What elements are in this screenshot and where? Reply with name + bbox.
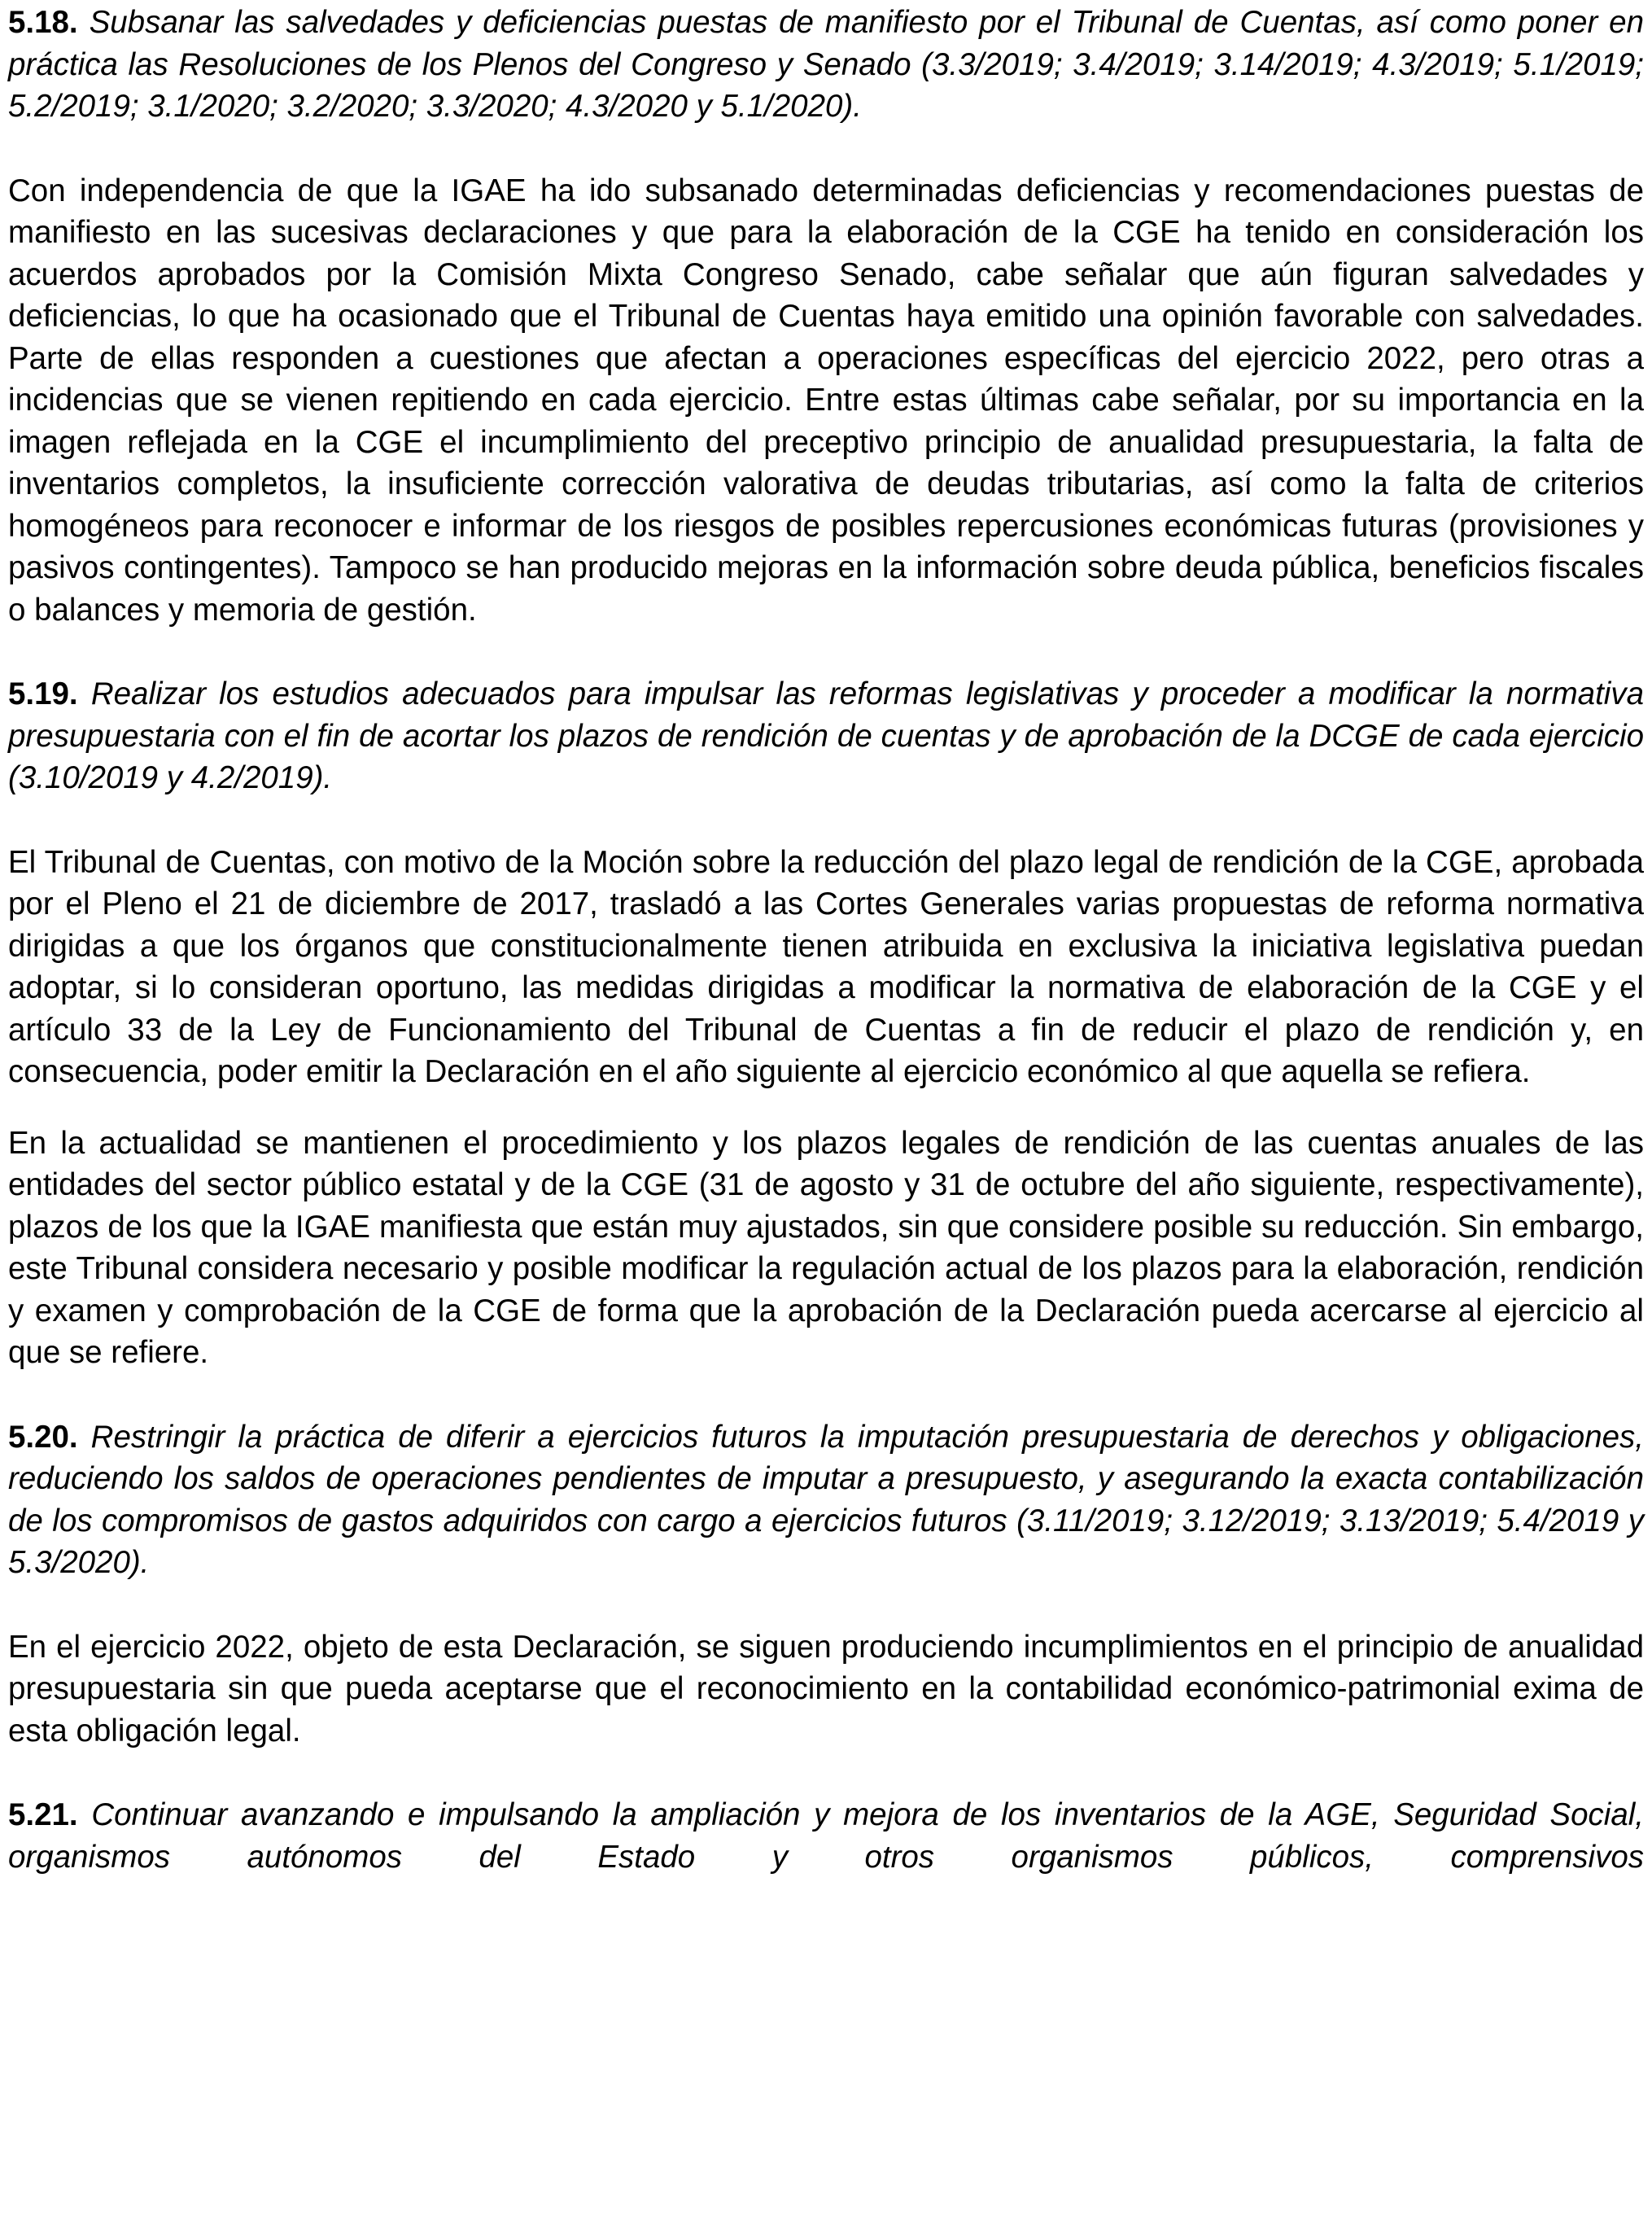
recommendation-5-18 bbox=[8, 2, 1644, 128]
recommendation-5-19 bbox=[8, 673, 1644, 799]
body-paragraph: En la actualidad se mantienen el procedimiento y los plazos legales de rendición de las cuentas anuales de las entidades del sector público estatal y de la CGE (31 de agosto y 31 de octubre del año siguiente, respectivamente), plazos de los que la IGAE manifiesta que están muy ajustados, sin que considere posible su reducción. Sin embargo, este Tribunal considera necesario y posible modificar la regulación actual de los plazos para la elaboración, rendición y examen y comprobación de la CGE de forma que la aprobación de la Declaración pueda acercarse al ejercicio al que se refiere. bbox=[8, 1125, 1644, 1370]
recommendation-5-20 bbox=[8, 1416, 1644, 1584]
body-paragraph: Con independencia de que la IGAE ha ido subsanado determinadas deficiencias y recomendaciones puestas de manifiesto en las sucesivas declaraciones y que para la elaboración de la CGE ha tenido en consideración los acuerdos aprobados por la Comisión Mixta Congreso Senado, cabe señalar que aún figuran salvedades y deficiencias, lo que ha ocasionado que el Tribunal de Cuentas haya emitido una opinión favorable con salvedades. Parte de ellas responden a cuestiones que afectan a operaciones específicas del ejercicio 2022, pero otras a incidencias que se vienen repitiendo en cada ejercicio. Entre estas últimas cabe señalar, por su importancia en la imagen reflejada en la CGE el incumplimiento del preceptivo principio de anualidad presupuestaria, la falta de inventarios completos, la insuficiente corrección valorativa de deudas tributarias, así como la falta de criterios homogéneos para reconocer e informar de los riesgos de posibles repercusiones económicas futuras (provisiones y pasivos contingentes). Tampoco se han producido mejoras en la información sobre deuda pública, beneficios fiscales o balances y memoria de gestión. bbox=[8, 173, 1644, 628]
recommendation-text: Restringir la práctica de diferir a ejercicios futuros la imputación presupuestaria de derechos y obligaciones, reduciendo los saldos de operaciones pendientes de imputar a presupuesto, y asegurando la exacta contabilización de los compromisos de gastos adquiridos con cargo a ejercicios futuros (3.11/2019; 3.12/2019; 3.13/2019; 5.4/2019 y 5.3/2020). bbox=[8, 1419, 1644, 1580]
recommendation-text: Subsanar las salvedades y deficiencias puestas de manifiesto por el Tribunal de Cuentas, así como poner en práctica las Resoluciones de los Plenos del Congreso y Senado (3.3/2019; 3.4/2019; 3.14/2019; 4.3/2019; 5.1/2019; 5.2/2019; 3.1/2020; 3.2/2020; 3.3/2020; 4.3/2020 y 5.1/2020). bbox=[8, 5, 1644, 124]
recommendation-number: 5.21. bbox=[8, 1797, 78, 1832]
recommendation-text: Realizar los estudios adecuados para impulsar las reformas legislativas y proceder a modificar la normativa presupuestaria con el fin de acortar los plazos de rendición de cuentas y de aprobación de la DCGE de cada ejercicio (3.10/2019 y 4.2/2019). bbox=[8, 676, 1644, 795]
body-paragraph: En el ejercicio 2022, objeto de esta Declaración, se siguen produciendo incumplimientos en el principio de anualidad presupuestaria sin que pueda aceptarse que el reconocimiento en la contabilidad económico-patrimonial exima de esta obligación legal. bbox=[8, 1629, 1644, 1748]
document-page bbox=[8, 2, 1644, 1878]
recommendation-number: 5.18. bbox=[8, 5, 78, 40]
recommendation-number: 5.20. bbox=[8, 1419, 78, 1455]
recommendation-5-21 bbox=[8, 1794, 1644, 1878]
recommendation-text: Continuar avanzando e impulsando la ampliación y mejora de los inventarios de la AGE, Seguridad Social, organismos autónomos del Estado y otros organismos públicos, comprensivos bbox=[8, 1797, 1644, 1875]
body-paragraph: El Tribunal de Cuentas, con motivo de la Moción sobre la reducción del plazo legal de rendición de la CGE, aprobada por el Pleno el 21 de diciembre de 2017, trasladó a las Cortes Generales varias propuestas de reforma normativa dirigidas a que los órganos que constitucionalmente tienen atribuida en exclusiva la iniciativa legislativa puedan adoptar, si lo consideran oportuno, las medidas dirigidas a modificar la normativa de elaboración de la CGE y el artículo 33 de la Ley de Funcionamiento del Tribunal de Cuentas a fin de reducir el plazo de rendición y, en consecuencia, poder emitir la Declaración en el año siguiente al ejercicio económico al que aquella se refiera. bbox=[8, 844, 1644, 1089]
recommendation-number: 5.19. bbox=[8, 676, 78, 711]
